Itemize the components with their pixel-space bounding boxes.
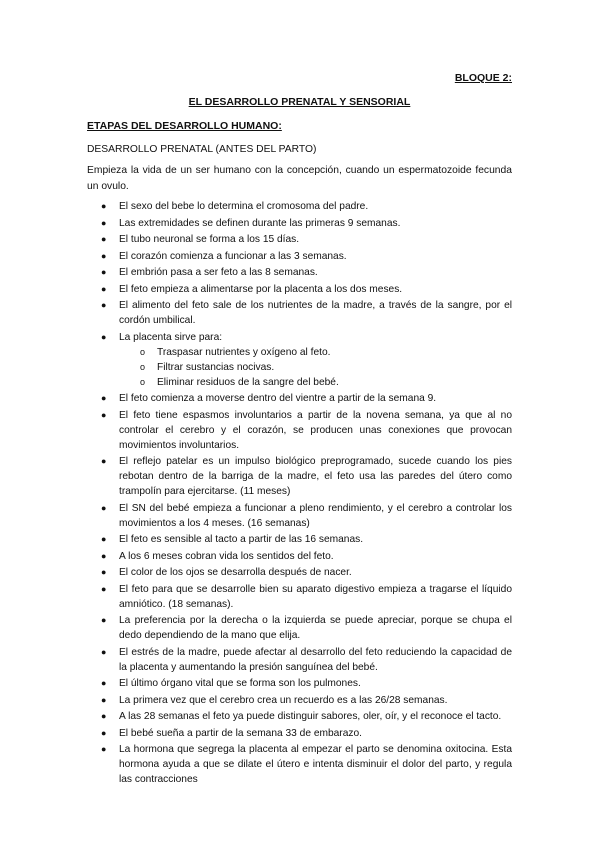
- bullet-icon: ●: [101, 534, 107, 544]
- list-item-text: El sexo del bebe lo determina el cromosoma del padre.: [119, 201, 369, 212]
- list-item-text: El color de los ojos se desarrolla después de nacer.: [119, 567, 352, 578]
- sub-list-item-text: Filtrar sustancias nocivas.: [157, 361, 275, 373]
- list-item: [100, 726, 512, 741]
- bullet-icon: ●: [101, 678, 107, 688]
- bullet-icon: ●: [101, 300, 107, 310]
- list-item-text: El SN del bebé empieza a funcionar a pleno rendimiento, y el cerebro a controlar los movimientos a los 4 meses. (16 semanas): [119, 502, 512, 529]
- bullet-icon: ●: [101, 694, 107, 705]
- list-item-text: El feto empieza a alimentarse por la placenta a los dos meses.: [119, 283, 403, 295]
- list-item: [100, 501, 512, 531]
- list-item: [100, 645, 512, 675]
- circle-bullet-icon: o: [140, 346, 146, 357]
- list-item-text: El alimento del feto sale de los nutrientes de la madre, a través de la sangre, por el cordón umbilical.: [119, 300, 512, 326]
- list-item: [100, 391, 512, 406]
- list-item: [100, 330, 512, 390]
- bullet-icon: ●: [101, 283, 107, 294]
- list-item-text: Las extremidades se definen durante las primeras 9 semanas.: [119, 217, 401, 229]
- list-item: [100, 454, 512, 499]
- circle-bullet-icon: o: [140, 376, 146, 387]
- list-item-text: El último órgano vital que se forma son los pulmones.: [119, 678, 361, 689]
- list-item: [100, 676, 512, 691]
- list-item: [100, 565, 512, 580]
- section-heading: ETAPAS DEL DESARROLLO HUMANO:: [87, 120, 282, 132]
- bullet-icon: ●: [101, 250, 107, 261]
- list-item-text: La hormona que segrega la placenta al empezar el parto se denomina oxitocina. Esta hormona ayuda a que se dilate el útero e intenta disminuir el dolor del parto, y regula las contracciones: [119, 744, 512, 785]
- list-item-text: El corazón comienza a funcionar a las 3 semanas.: [119, 250, 347, 262]
- subsection-heading: DESARROLLO PRENATAL (ANTES DEL PARTO): [87, 144, 317, 155]
- list-item-text: El feto es sensible al tacto a partir de las 16 semanas.: [119, 534, 364, 545]
- list-item: [100, 249, 512, 264]
- bullet-icon: ●: [101, 234, 107, 244]
- bullet-icon: ●: [101, 711, 107, 721]
- fact-list: [100, 199, 512, 789]
- bullet-icon: ●: [101, 583, 107, 594]
- bullet-icon: ●: [101, 550, 107, 561]
- list-item-text: El tubo neuronal se forma a los 15 días.: [119, 234, 300, 245]
- sub-list-item: [119, 345, 512, 360]
- list-item: [100, 742, 512, 787]
- list-item: [100, 582, 512, 612]
- bullet-icon: ●: [101, 267, 107, 277]
- list-item: [100, 282, 512, 297]
- block-label: BLOQUE 2:: [454, 72, 512, 84]
- list-item: [100, 408, 512, 453]
- list-item-text: El embrión pasa a ser feto a las 8 semanas.: [119, 267, 318, 278]
- bullet-icon: ●: [101, 502, 107, 513]
- intro-paragraph: Empieza la vida de un ser humano con la concepción, cuando un espermatozoide fecunda un ovulo.: [87, 165, 512, 192]
- bullet-icon: ●: [101, 727, 107, 738]
- bullet-icon: ●: [101, 567, 107, 577]
- list-item-text: La preferencia por la derecha o la izquierda se puede apreciar, porque se chupa el dedo dependiendo de la mano que elija.: [119, 615, 512, 641]
- list-item-text: El feto comienza a moverse dentro del vientre a partir de la semana 9.: [119, 393, 437, 404]
- bullet-icon: ●: [101, 615, 107, 625]
- list-item-text: La placenta sirve para:: [119, 331, 223, 343]
- bullet-icon: ●: [101, 331, 107, 342]
- sub-list: [119, 345, 512, 390]
- list-item-text: La primera vez que el cerebro crea un recuerdo es a las 26/28 semanas.: [119, 694, 448, 706]
- bullet-icon: ●: [101, 217, 107, 228]
- list-item-text: El feto para que se desarrolle bien su aparato digestivo empieza a tragarse el líquido amniótico. (18 semanas).: [119, 583, 512, 610]
- list-item-text: A los 6 meses cobran vida los sentidos del feto.: [119, 550, 334, 562]
- list-item-text: El reflejo patelar es un impulso biológico preprogramado, sucede cuando los pies rebotan dentro de la barriga de la madre, el feto usa las paredes del útero como trampolín para ejercitarse. (11 meses): [119, 456, 512, 497]
- bullet-icon: ●: [101, 409, 107, 420]
- list-item: [100, 265, 512, 280]
- list-item: [100, 298, 512, 328]
- bullet-icon: ●: [101, 201, 107, 211]
- list-item: [100, 532, 512, 547]
- sub-list-item-text: Traspasar nutrientes y oxígeno al feto.: [157, 346, 331, 358]
- list-item-text: A las 28 semanas el feto ya puede distinguir sabores, oler, oír, y el reconoce el tacto.: [119, 711, 502, 722]
- list-item: [100, 693, 512, 708]
- bullet-icon: ●: [101, 456, 107, 466]
- list-item-text: El bebé sueña a partir de la semana 33 de embarazo.: [119, 727, 362, 739]
- list-item: [100, 549, 512, 564]
- list-item: [100, 216, 512, 231]
- bullet-icon: ●: [101, 744, 107, 754]
- list-item: [100, 199, 512, 214]
- circle-bullet-icon: o: [140, 361, 146, 372]
- document-title: EL DESARROLLO PRENATAL Y SENSORIAL: [188, 96, 411, 108]
- list-item-text: El feto tiene espasmos involuntarios a partir de la novena semana, ya que al no controlar el cerebro y el corazón, se producen unas conexiones que provocan movimientos involuntarios.: [119, 409, 512, 451]
- list-item: [100, 709, 512, 724]
- sub-list-item: [119, 375, 512, 390]
- list-item: [100, 232, 512, 247]
- bullet-icon: ●: [101, 646, 107, 657]
- sub-list-item-text: Eliminar residuos de la sangre del bebé.: [157, 376, 339, 388]
- bullet-icon: ●: [101, 393, 107, 403]
- sub-list-item: [119, 360, 512, 375]
- list-item: [100, 613, 512, 643]
- list-item-text: El estrés de la madre, puede afectar al desarrollo del feto reduciendo la capacidad de la placenta y aumentando la presión sanguínea del bebé.: [119, 646, 512, 673]
